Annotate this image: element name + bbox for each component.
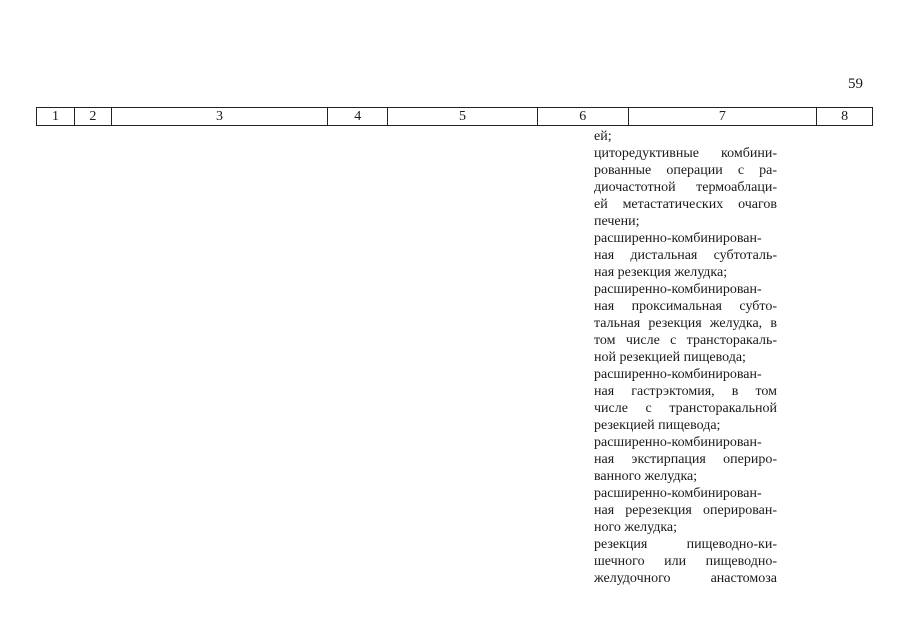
text-line: резекцией пищевода; bbox=[594, 418, 721, 433]
text-line: ей; bbox=[594, 129, 612, 144]
table-header-row bbox=[36, 107, 873, 126]
text-line: рованные операции с ра- bbox=[594, 163, 777, 178]
text-line: расширенно-комбинирован- bbox=[594, 367, 762, 382]
text-line: печени; bbox=[594, 214, 640, 229]
column-7-content bbox=[594, 128, 777, 587]
column-header-5: 5 bbox=[388, 108, 538, 125]
column-header-7: 7 bbox=[629, 108, 818, 125]
column-header-8: 8 bbox=[841, 108, 849, 124]
text-line: ная ререзекция оперирован- bbox=[594, 503, 777, 518]
text-line: тальная резекция желудка, в bbox=[594, 316, 777, 331]
column-header-1: 1 bbox=[37, 108, 75, 125]
text-line: резекция пищеводно-ки- bbox=[594, 537, 777, 552]
text-line: ная экстирпация опериро- bbox=[594, 452, 777, 467]
text-line: шечного или пищеводно- bbox=[594, 554, 777, 569]
column-header-3: 3 bbox=[112, 108, 328, 125]
column-header-6: 6 bbox=[538, 108, 629, 125]
column-header-2: 2 bbox=[75, 108, 112, 125]
text-line: расширенно-комбинирован- bbox=[594, 486, 762, 501]
text-line: числе с трансторакальной bbox=[594, 401, 777, 416]
text-line: ная проксимальная субто- bbox=[594, 299, 777, 314]
text-line: ного желудка; bbox=[594, 520, 678, 535]
text-line: расширенно-комбинирован- bbox=[594, 231, 762, 246]
text-line: ная гастрэктомия, в том bbox=[594, 384, 777, 399]
text-line: ей метастатических очагов bbox=[594, 197, 777, 212]
text-line: расширенно-комбинирован- bbox=[594, 435, 762, 450]
text-line: ная резекция желудка; bbox=[594, 265, 728, 280]
text-line: расширенно-комбинирован- bbox=[594, 282, 762, 297]
text-line: ная дистальная субтоталь- bbox=[594, 248, 777, 263]
column-header-4: 4 bbox=[328, 108, 388, 125]
text-line: ванного желудка; bbox=[594, 469, 698, 484]
text-line: желудочного анастомоза bbox=[594, 571, 777, 586]
text-line: ной резекцией пищевода; bbox=[594, 350, 746, 365]
text-line: циторедуктивные комбини- bbox=[594, 146, 777, 161]
page-number: 59 bbox=[848, 76, 863, 92]
text-line: том числе с трансторакаль- bbox=[594, 333, 777, 348]
text-line: диочастотной термоаблаци- bbox=[594, 180, 777, 195]
